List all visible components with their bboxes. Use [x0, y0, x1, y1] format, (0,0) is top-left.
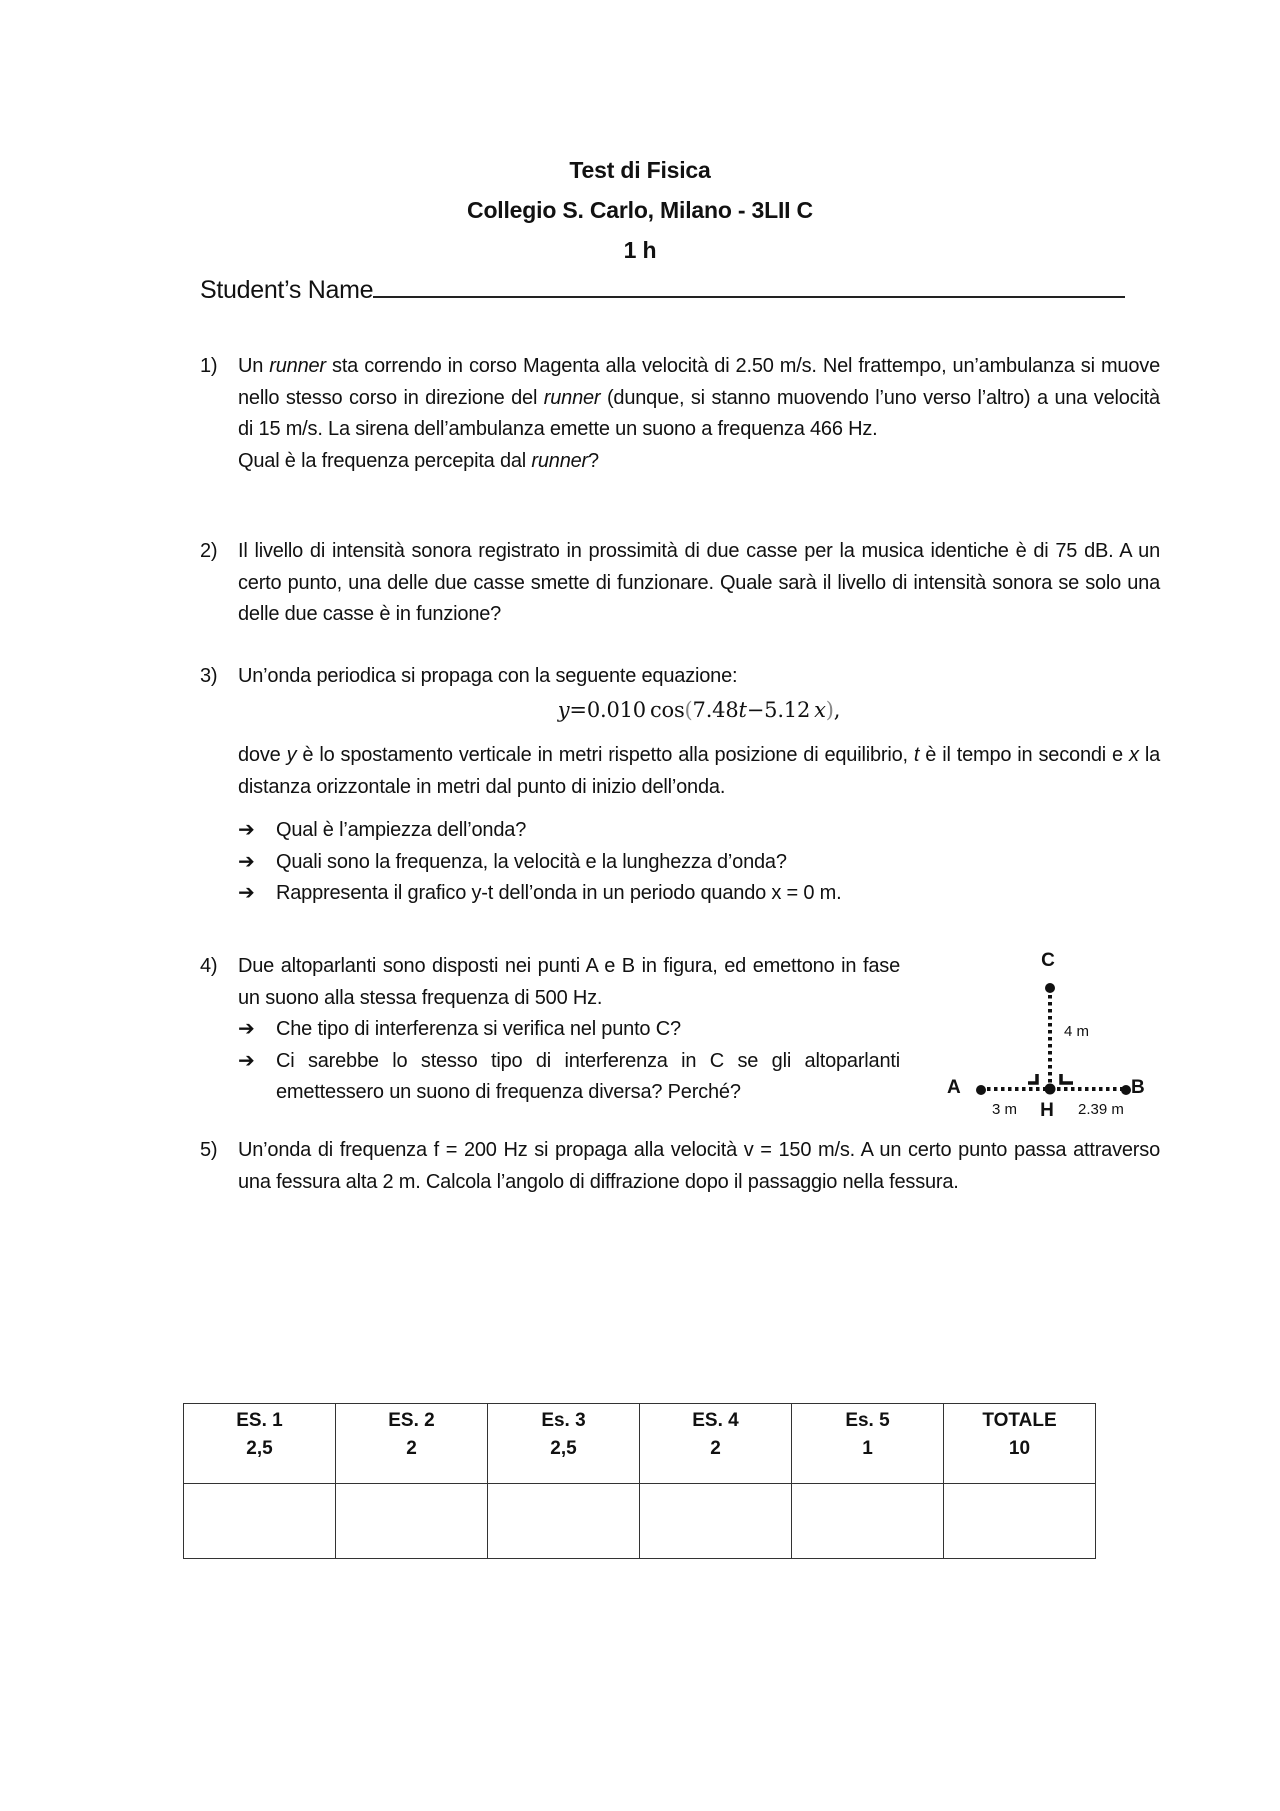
- score-header-row: [184, 1404, 1096, 1484]
- question-number: 1): [200, 355, 218, 377]
- student-name-field[interactable]: [200, 276, 1125, 305]
- score-entry-cell[interactable]: [944, 1484, 1096, 1559]
- score-header-cell: TOTALE 10: [944, 1404, 1096, 1484]
- question-1: [200, 351, 1160, 477]
- point-b: [1121, 1085, 1131, 1095]
- label-a: A: [947, 1077, 961, 1098]
- question-prompt: Qual è la frequenza percepita dal runner?: [238, 449, 599, 472]
- label-b: B: [1131, 1077, 1145, 1098]
- arrow-bullet-icon: ➔: [238, 1049, 255, 1072]
- exam-title: Test di Fisica: [569, 157, 711, 183]
- right-angle-right-icon: [1061, 1074, 1073, 1083]
- sub-question: ➔ Che tipo di interferenza si verifica nel punto C?: [238, 1014, 900, 1046]
- speakers-diagram: [940, 948, 1150, 1118]
- score-table: [183, 1403, 1096, 1559]
- question-text: Un runner sta correndo in corso Magenta alla velocità di 2.50 m/s. Nel frattempo, un’ambulanza si muove nello stesso corso in direzione del runner (dunque, si stanno muovendo l’uno verso l’altro) a una velocità di 15 m/s. La sirena dell’ambulanza emette un suono a frequenza 466 Hz.: [238, 355, 1160, 440]
- wave-equation: y=0.010 cos(7.48t−5.12 x),: [557, 697, 841, 722]
- label-h: H: [1040, 1100, 1054, 1118]
- distance-hb: 2.39 m: [1078, 1101, 1124, 1118]
- score-entry-cell[interactable]: [792, 1484, 944, 1559]
- score-entry-cell[interactable]: [184, 1484, 336, 1559]
- sub-question: ➔ Qual è l’ampiezza dell’onda?: [238, 815, 1160, 847]
- score-header-cell: Es. 5 1: [792, 1404, 944, 1484]
- score-entry-cell[interactable]: [336, 1484, 488, 1559]
- question-number: 5): [200, 1139, 218, 1161]
- arrow-bullet-icon: ➔: [238, 819, 255, 841]
- question-text: Un’onda di frequenza f = 200 Hz si propaga alla velocità v = 150 m/s. A un certo punto passa attraverso una fessura alta 2 m. Calcola l’angolo di diffrazione dopo il passaggio nella fessura.: [238, 1139, 1160, 1193]
- student-name-label: Student’s Name: [200, 276, 374, 304]
- score-header-cell: Es. 3 2,5: [488, 1404, 640, 1484]
- label-c: C: [1041, 950, 1055, 971]
- question-5: [200, 1135, 1160, 1198]
- question-description: dove y è lo spostamento verticale in metri rispetto alla posizione di equilibrio, t è il tempo in secondi e x la distanza orizzontale in metri dal punto di inizio dell’onda.: [238, 744, 1160, 798]
- question-2: [200, 536, 1160, 631]
- question-3: [200, 661, 1160, 910]
- student-name-blank[interactable]: [373, 278, 1125, 298]
- score-entry-cell[interactable]: [488, 1484, 640, 1559]
- question-4: [200, 951, 900, 1109]
- point-a: [976, 1085, 986, 1095]
- question-text: Due altoparlanti sono disposti nei punti A e B in figura, ed emettono in fase un suono alla stessa frequenza di 500 Hz.: [238, 955, 900, 1009]
- score-entry-row: [184, 1484, 1096, 1559]
- score-header-cell: ES. 2 2: [336, 1404, 488, 1484]
- score-entry-cell[interactable]: [640, 1484, 792, 1559]
- right-angle-left-icon: [1028, 1074, 1037, 1083]
- score-header-cell: ES. 4 2: [640, 1404, 792, 1484]
- point-h: [1045, 1084, 1056, 1095]
- arrow-bullet-icon: ➔: [238, 1018, 255, 1040]
- sub-question: ➔ Quali sono la frequenza, la velocità e la lunghezza d’onda?: [238, 847, 1160, 879]
- point-c: [1045, 983, 1055, 993]
- question-number: 4): [200, 955, 218, 977]
- sub-question: ➔ Ci sarebbe lo stesso tipo di interferenza in C se gli altoparlanti emettessero un suono di frequenza diversa? Perché?: [238, 1046, 900, 1109]
- sub-question: ➔ Rappresenta il grafico y-t dell’onda in un periodo quando x = 0 m.: [238, 878, 1160, 910]
- question-intro: Un’onda periodica si propaga con la seguente equazione:: [238, 665, 738, 687]
- question-number: 3): [200, 665, 218, 687]
- score-header-cell: ES. 1 2,5: [184, 1404, 336, 1484]
- distance-hc: 4 m: [1064, 1023, 1090, 1040]
- arrow-bullet-icon: ➔: [238, 850, 255, 873]
- arrow-bullet-icon: ➔: [238, 882, 255, 904]
- school-class: Collegio S. Carlo, Milano - 3LII C: [467, 197, 813, 223]
- question-text: Il livello di intensità sonora registrato in prossimità di due casse per la musica identiche è di 75 dB. A un certo punto, una delle due casse smette di funzionare. Quale sarà il livello di intensità sonora se solo una delle due casse è in funzione?: [238, 540, 1160, 625]
- distance-ah: 3 m: [992, 1101, 1018, 1118]
- question-number: 2): [200, 540, 218, 562]
- duration: 1 h: [623, 237, 657, 263]
